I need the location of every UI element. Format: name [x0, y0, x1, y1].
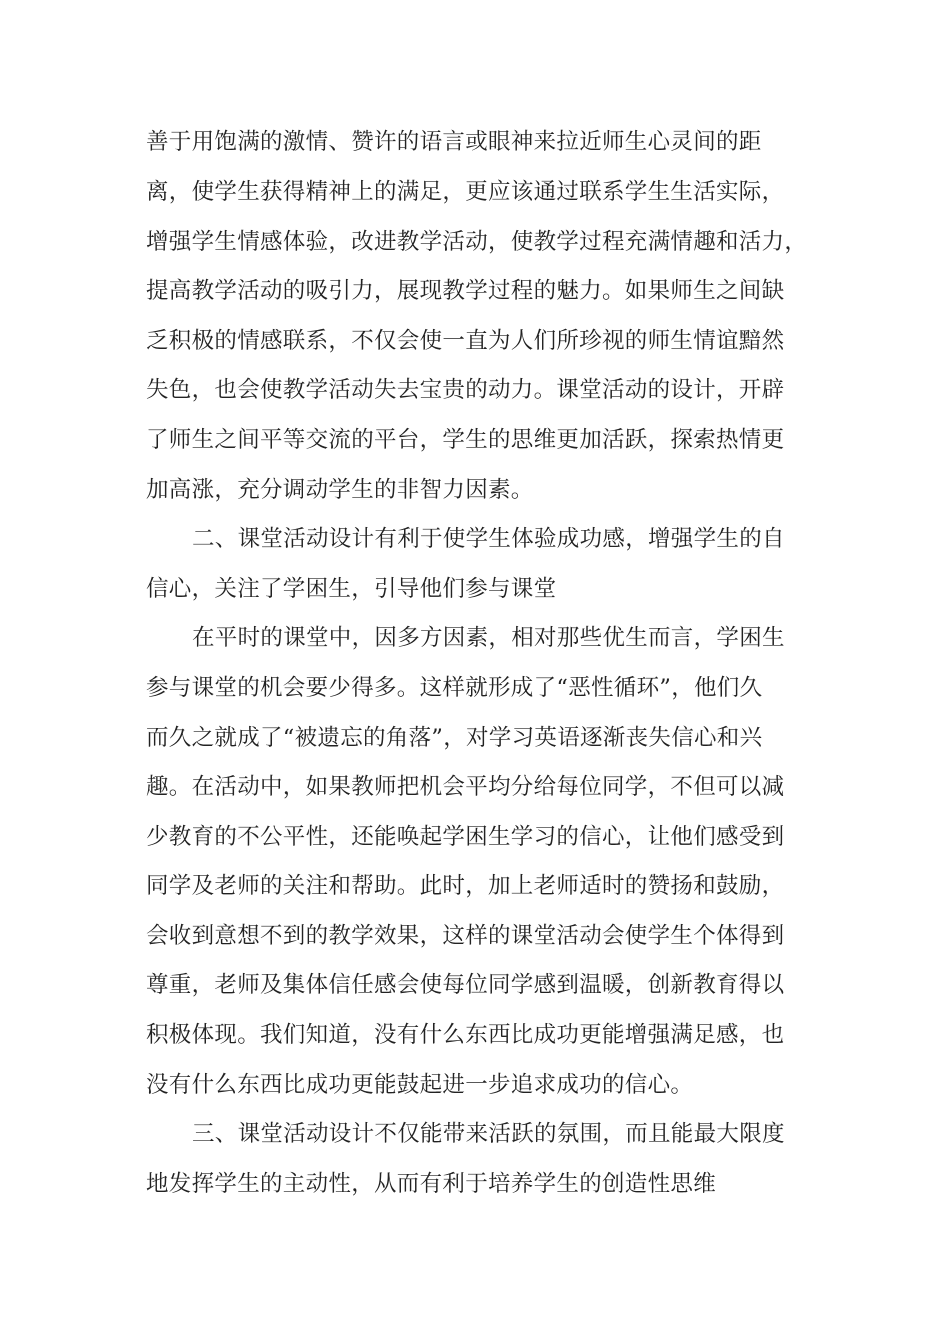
text-line: 尊重，老师及集体信任感会使每位同学感到温暖，创新教育得以 [146, 972, 785, 998]
text-line: 善于用饱满的激情、赞许的语言或眼神来拉近师生心灵间的距 [146, 129, 762, 155]
text-line: 离，使学生获得精神上的满足，更应该通过联系学生生活实际， [146, 179, 785, 205]
text-line: 乏积极的情感联系，不仅会使一直为人们所珍视的师生情谊黯然 [146, 328, 785, 354]
text-line: 提高教学活动的吸引力，展现教学过程的魅力。如果师生之间缺 [146, 278, 785, 304]
text-line: 会收到意想不到的教学效果，这样的课堂活动会使学生个体得到 [146, 923, 785, 949]
section-heading-line: 信心，关注了学困生，引导他们参与课堂 [146, 576, 557, 602]
section-heading-line: 三、课堂活动设计不仅能带来活跃的氛围，而且能最大限度 [192, 1121, 785, 1147]
text-line: 增强学生情感体验，改进教学活动，使教学过程充满情趣和活力， [146, 229, 808, 255]
section-heading-line: 地发挥学生的主动性，从而有利于培养学生的创造性思维 [146, 1171, 717, 1197]
text-line: 积极体现。我们知道，没有什么东西比成功更能增强满足感，也 [146, 1022, 785, 1048]
text-line: 了师生之间平等交流的平台，学生的思维更加活跃，探索热情更 [146, 427, 785, 453]
text-line: 加高涨，充分调动学生的非智力因素。 [146, 477, 534, 503]
text-line: 参与课堂的机会要少得多。这样就形成了“恶性循环”，他们久 [146, 675, 763, 701]
text-line: 而久之就成了“被遗忘的角落”，对学习英语逐渐丧失信心和兴 [146, 725, 763, 751]
text-line: 失色，也会使教学活动失去宝贵的动力。课堂活动的设计，开辟 [146, 377, 785, 403]
text-line: 趣。在活动中，如果教师把机会平均分给每位同学，不但可以减 [146, 774, 785, 800]
section-heading-line: 二、课堂活动设计有利于使学生体验成功感，增强学生的自 [192, 526, 785, 552]
text-line: 少教育的不公平性，还能唤起学困生学习的信心，让他们感受到 [146, 824, 785, 850]
text-line: 在平时的课堂中，因多方因素，相对那些优生而言，学困生 [192, 625, 785, 651]
text-line: 没有什么东西比成功更能鼓起进一步追求成功的信心。 [146, 1072, 694, 1098]
text-line: 同学及老师的关注和帮助。此时，加上老师适时的赞扬和鼓励， [146, 873, 785, 899]
